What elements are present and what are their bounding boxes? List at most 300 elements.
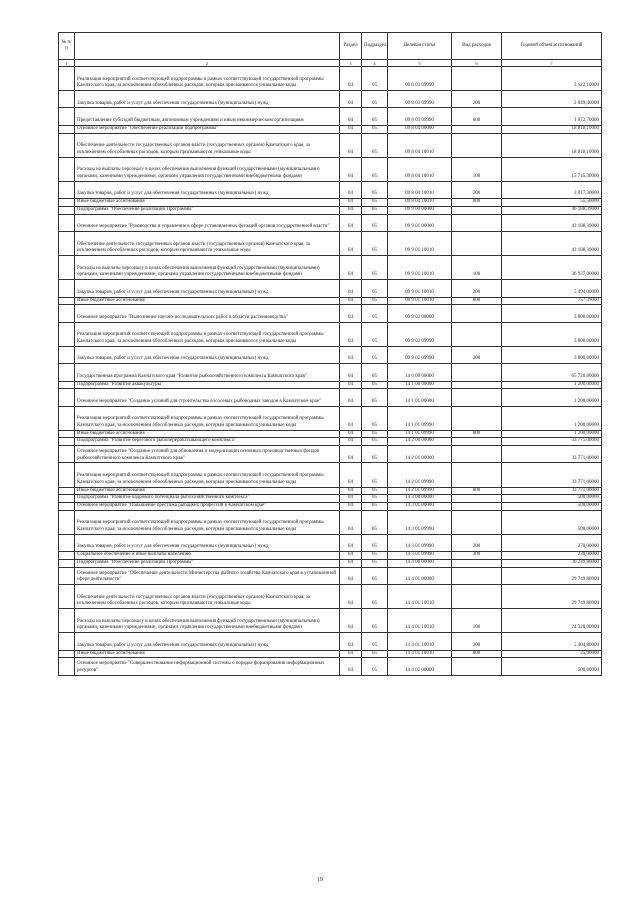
row-amount-cell: 36 937,00000 — [502, 256, 602, 280]
row-num-cell — [59, 495, 75, 503]
row-name-cell: Основное мероприятие "Выполнение научно-исследовательских работ в области растениеводства" — [75, 305, 340, 322]
row-target-cell: 09 8 04 10010 — [388, 181, 452, 198]
row-name-cell: Закупка товаров, работ и услуг для обеспечения государственных (муниципальных) нужд — [75, 633, 340, 650]
row-section-cell: 04 — [340, 389, 362, 406]
row-num-cell — [59, 510, 75, 534]
row-num-cell — [59, 322, 75, 346]
header-number: 5 — [388, 60, 452, 67]
row-name-cell: Основное мероприятие "Создание условий для обновления и модернизации основных производственных фондов рыбохозяйственного комплекса Камчатского края" — [75, 446, 340, 463]
row-amount-cell: 2 049,40000 — [502, 91, 602, 108]
row-amount-cell: 3 122,10000 — [502, 67, 602, 91]
table-row — [59, 463, 602, 487]
table-row — [59, 534, 602, 551]
header-num: № п/п — [59, 33, 75, 60]
row-section-cell: 04 — [340, 181, 362, 198]
row-name-cell: Обеспечение деятельности государственных органов власти (государственных органов) Камчатского края, за исключением обособленных расходов, которым присваиваются уникальные коды — [75, 584, 340, 608]
header-expense-type: Вид расходов — [452, 33, 502, 60]
row-target-cell: 14 4 00 00000 — [388, 559, 452, 567]
row-subsection-cell: 05 — [362, 559, 388, 567]
table-row — [59, 406, 602, 430]
table-row — [59, 206, 602, 214]
row-subsection-cell: 05 — [362, 552, 388, 560]
row-target-cell: 14 4 01 00000 — [388, 567, 452, 584]
row-type-cell — [452, 206, 502, 214]
row-target-cell: 14 4 01 10010 — [388, 633, 452, 650]
row-target-cell: 14 1 01 09990 — [388, 406, 452, 430]
row-section-cell: 04 — [340, 125, 362, 133]
row-subsection-cell: 05 — [362, 181, 388, 198]
row-amount-cell: 43 188,39000 — [502, 231, 602, 255]
row-num-cell — [59, 446, 75, 463]
row-amount-cell: 30 249,80000 — [502, 559, 602, 567]
row-subsection-cell: 05 — [362, 133, 388, 157]
row-subsection-cell: 05 — [362, 297, 388, 305]
row-target-cell: 14 4 01 10010 — [388, 650, 452, 658]
row-subsection-cell: 05 — [362, 567, 388, 584]
row-num-cell — [59, 633, 75, 650]
row-section-cell: 04 — [340, 199, 362, 207]
row-amount-cell: 757,39000 — [502, 297, 602, 305]
row-target-cell: 09 9 01 10010 — [388, 297, 452, 305]
row-num-cell — [59, 108, 75, 125]
row-name-cell: Основное мероприятие "Повышение престижа рыбацких профессий в Камчатском крае" — [75, 502, 340, 510]
row-name-cell: Иные бюджетные ассигнования — [75, 487, 340, 495]
row-target-cell: 14 3 00 00000 — [388, 495, 452, 503]
row-num-cell — [59, 406, 75, 430]
table-row — [59, 297, 602, 305]
row-name-cell: Основное мероприятие "Совершенствование информационной системы о порядке формирования информационных ресурсов" — [75, 658, 340, 675]
row-name-cell: Закупка товаров, работ и услуг для обеспечения государственных (муниципальных) нужд — [75, 91, 340, 108]
row-type-cell — [452, 584, 502, 608]
header-name — [75, 33, 340, 60]
row-name-cell: Подпрограмма "Обеспечение реализации Программы" — [75, 206, 340, 214]
row-num-cell — [59, 438, 75, 446]
row-amount-cell: 500,00000 — [502, 510, 602, 534]
row-section-cell: 04 — [340, 510, 362, 534]
row-target-cell: 09 8 03 09990 — [388, 67, 452, 91]
row-type-cell: 100 — [452, 256, 502, 280]
row-num-cell — [59, 487, 75, 495]
row-name-cell: Реализация мероприятий соответствующей подпрограммы в рамках соответствующей государственной программы Камчатского края, за исключением обособленных расходов, которым присваиваются уникальные коды — [75, 322, 340, 346]
row-name-cell: Реализация мероприятий соответствующей подпрограммы в рамках соответствующей государственной программы Камчатского края, за исключением обособленных расходов, которым присваиваются уникальные коды — [75, 510, 340, 534]
row-subsection-cell: 05 — [362, 430, 388, 438]
row-target-cell: 09 9 02 09990 — [388, 322, 452, 346]
row-num-cell — [59, 559, 75, 567]
table-row — [59, 381, 602, 389]
row-num-cell — [59, 381, 75, 389]
row-amount-cell: 15 745,30000 — [502, 157, 602, 181]
table-row — [59, 157, 602, 181]
row-type-cell — [452, 389, 502, 406]
row-section-cell: 04 — [340, 406, 362, 430]
row-section-cell: 04 — [340, 463, 362, 487]
table-row — [59, 256, 602, 280]
row-num-cell — [59, 206, 75, 214]
row-target-cell: 14 4 01 10010 — [388, 584, 452, 608]
row-subsection-cell: 05 — [362, 381, 388, 389]
row-section-cell: 04 — [340, 133, 362, 157]
row-name-cell: Иные бюджетные ассигнования — [75, 199, 340, 207]
row-num-cell — [59, 305, 75, 322]
row-name-cell: Реализация мероприятий соответствующей подпрограммы в рамках соответствующей государственной программы Камчатского края, за исключением обособленных расходов, которым присваиваются уникальные коды — [75, 67, 340, 91]
budget-sheet — [58, 32, 601, 676]
table-row — [59, 510, 602, 534]
page-number: 19 — [317, 877, 323, 883]
row-type-cell — [452, 364, 502, 381]
row-subsection-cell: 05 — [362, 67, 388, 91]
row-amount-cell: 5 494,00000 — [502, 280, 602, 297]
row-subsection-cell: 05 — [362, 658, 388, 675]
row-type-cell: 100 — [452, 157, 502, 181]
header-target: Целевая статья — [388, 33, 452, 60]
table-row — [59, 67, 602, 91]
row-name-cell: Обеспечение деятельности государственных органов власти (государственных органов) Камчатского края, за исключением обособленных расходов, которым присваиваются уникальные коды — [75, 231, 340, 255]
table-row — [59, 584, 602, 608]
row-num-cell — [59, 199, 75, 207]
row-type-cell — [452, 510, 502, 534]
row-target-cell: 14 0 00 00000 — [388, 364, 452, 381]
row-section-cell: 04 — [340, 650, 362, 658]
header-number: 6 — [452, 60, 502, 67]
row-name-cell: Расходы на выплаты персоналу в целях обеспечения выполнения функций государственными (муниципальными) органами, казенными учреждениями, органами управления государственными внебюджетными фондами — [75, 256, 340, 280]
row-amount-cell: 29 749,80000 — [502, 567, 602, 584]
table-row — [59, 487, 602, 495]
row-amount-cell: 500,00000 — [502, 658, 602, 675]
row-num-cell — [59, 534, 75, 551]
row-name-cell: Расходы на выплаты персоналу в целях обеспечения выполнения функций государственными (муниципальными) органами, казенными учреждениями, органами управления государственными внебюджетными фондами — [75, 609, 340, 633]
row-name-cell: Основное мероприятие "Руководство и управление в сфере установленных функций органов государственной власти" — [75, 214, 340, 231]
row-name-cell: Основное мероприятие "Обеспечение реализации подпрограммы" — [75, 125, 340, 133]
table-row — [59, 231, 602, 255]
budget-table — [58, 32, 602, 676]
row-amount-cell: 65 720,80000 — [502, 364, 602, 381]
row-section-cell: 04 — [340, 364, 362, 381]
row-target-cell: 14 1 01 09990 — [388, 430, 452, 438]
row-name-cell: Предоставление субсидий бюджетным, автономным учреждениям и иным некоммерческим организациям — [75, 108, 340, 125]
row-target-cell: 14 4 01 10010 — [388, 609, 452, 633]
row-section-cell: 04 — [340, 609, 362, 633]
row-target-cell: 14 2 01 00000 — [388, 446, 452, 463]
row-num-cell — [59, 125, 75, 133]
row-amount-cell: 18 818,10000 — [502, 125, 602, 133]
row-subsection-cell: 05 — [362, 346, 388, 363]
header-number: 2 — [75, 60, 340, 67]
table-row — [59, 305, 602, 322]
row-subsection-cell: 05 — [362, 534, 388, 551]
row-section-cell: 04 — [340, 381, 362, 389]
row-name-cell: Иные бюджетные ассигнования — [75, 297, 340, 305]
row-num-cell — [59, 181, 75, 198]
header-number: 3 — [340, 60, 362, 67]
row-type-cell: 200 — [452, 633, 502, 650]
row-type-cell: 200 — [452, 91, 502, 108]
row-subsection-cell: 05 — [362, 364, 388, 381]
row-num-cell — [59, 430, 75, 438]
row-amount-cell: 18 818,10000 — [502, 133, 602, 157]
row-target-cell: 09 9 01 00000 — [388, 214, 452, 231]
row-name-cell: Расходы на выплаты персоналу в целях обеспечения выполнения функций государственными (муниципальными) органами, казенными учреждениями, органами управления государственными внебюджетными фондами — [75, 157, 340, 181]
row-target-cell: 09 9 01 10010 — [388, 231, 452, 255]
row-amount-cell: 1 200,00000 — [502, 381, 602, 389]
header-amount: Годовой объем ассигнований — [502, 33, 602, 60]
header-section: Раздел — [340, 33, 362, 60]
row-type-cell — [452, 406, 502, 430]
row-subsection-cell: 05 — [362, 609, 388, 633]
row-type-cell — [452, 463, 502, 487]
table-row — [59, 438, 602, 446]
row-num-cell — [59, 567, 75, 584]
row-subsection-cell: 05 — [362, 206, 388, 214]
row-subsection-cell: 05 — [362, 446, 388, 463]
row-num-cell — [59, 389, 75, 406]
row-target-cell: 14 3 01 09990 — [388, 510, 452, 534]
table-row — [59, 181, 602, 198]
table-row — [59, 658, 602, 675]
row-type-cell — [452, 133, 502, 157]
row-num-cell — [59, 609, 75, 633]
table-row — [59, 430, 602, 438]
row-section-cell: 04 — [340, 214, 362, 231]
row-target-cell: 14 3 01 09990 — [388, 534, 452, 551]
row-num-cell — [59, 133, 75, 157]
table-row — [59, 552, 602, 560]
row-section-cell: 04 — [340, 438, 362, 446]
row-subsection-cell: 05 — [362, 406, 388, 430]
table-row — [59, 91, 602, 108]
table-row — [59, 389, 602, 406]
row-section-cell: 04 — [340, 297, 362, 305]
row-type-cell: 300 — [452, 552, 502, 560]
row-target-cell: 14 2 01 09990 — [388, 463, 452, 487]
row-section-cell: 04 — [340, 534, 362, 551]
row-amount-cell: 3 000,00000 — [502, 346, 602, 363]
table-row — [59, 650, 602, 658]
row-name-cell: Реализация мероприятий соответствующей подпрограммы в рамках соответствующей государственной программы Камчатского края, за исключением обособленных расходов, которым присваиваются уникальные коды — [75, 463, 340, 487]
row-type-cell — [452, 658, 502, 675]
row-subsection-cell: 05 — [362, 280, 388, 297]
row-subsection-cell: 05 — [362, 463, 388, 487]
row-type-cell: 200 — [452, 280, 502, 297]
row-section-cell: 04 — [340, 108, 362, 125]
row-type-cell — [452, 502, 502, 510]
row-subsection-cell: 05 — [362, 125, 388, 133]
table-row — [59, 125, 602, 133]
row-type-cell: 200 — [452, 181, 502, 198]
row-name-cell: Подпрограмма "Развитие кадрового потенциала рыбохозяйственного комплекса" — [75, 495, 340, 503]
row-type-cell — [452, 446, 502, 463]
header-number: 7 — [502, 60, 602, 67]
row-amount-cell: 46 188,39000 — [502, 206, 602, 214]
table-row — [59, 280, 602, 297]
row-type-cell — [452, 231, 502, 255]
row-section-cell: 04 — [340, 487, 362, 495]
row-name-cell: Иные бюджетные ассигнования — [75, 430, 340, 438]
row-amount-cell: 5 404,80000 — [502, 633, 602, 650]
row-num-cell — [59, 91, 75, 108]
table-row — [59, 502, 602, 510]
row-num-cell — [59, 463, 75, 487]
row-type-cell — [452, 322, 502, 346]
row-amount-cell: 3 017,30000 — [502, 181, 602, 198]
row-num-cell — [59, 364, 75, 381]
header-subsection: Подраздел — [362, 33, 388, 60]
row-amount-cell: 3 000,00000 — [502, 305, 602, 322]
row-target-cell: 09 9 01 10010 — [388, 256, 452, 280]
row-num-cell — [59, 157, 75, 181]
row-num-cell — [59, 256, 75, 280]
row-target-cell: 09 8 03 09990 — [388, 108, 452, 125]
row-subsection-cell: 05 — [362, 91, 388, 108]
row-name-cell: Подпрограмма "Обеспечение реализации Программы" — [75, 559, 340, 567]
table-row — [59, 559, 602, 567]
row-name-cell: Закупка товаров, работ и услуг для обеспечения государственных (муниципальных) нужд — [75, 280, 340, 297]
header-number: 1 — [59, 60, 75, 67]
row-section-cell: 04 — [340, 206, 362, 214]
row-subsection-cell: 05 — [362, 502, 388, 510]
row-target-cell: 09 9 02 00000 — [388, 305, 452, 322]
row-name-cell: Реализация мероприятий соответствующей подпрограммы в рамках соответствующей государственной программы Камчатского края, за исключением обособленных расходов, которым присваиваются уникальные коды — [75, 406, 340, 430]
row-num-cell — [59, 650, 75, 658]
table-row — [59, 199, 602, 207]
row-target-cell: 09 8 04 10010 — [388, 157, 452, 181]
row-amount-cell: 500,00000 — [502, 495, 602, 503]
header-number: 4 — [362, 60, 388, 67]
row-name-cell: Закупка товаров, работ и услуг для обеспечения государственных (муниципальных) нужд — [75, 534, 340, 551]
row-subsection-cell: 05 — [362, 214, 388, 231]
row-section-cell: 04 — [340, 502, 362, 510]
row-amount-cell: 43 188,39000 — [502, 214, 602, 231]
row-type-cell — [452, 214, 502, 231]
row-type-cell — [452, 559, 502, 567]
table-row — [59, 609, 602, 633]
row-amount-cell: 230,00000 — [502, 552, 602, 560]
row-type-cell — [452, 125, 502, 133]
row-target-cell: 09 9 00 00000 — [388, 206, 452, 214]
row-amount-cell: 33 771,00000 — [502, 487, 602, 495]
row-type-cell: 200 — [452, 346, 502, 363]
row-type-cell: 800 — [452, 199, 502, 207]
row-subsection-cell: 05 — [362, 108, 388, 125]
row-amount-cell: 55,50000 — [502, 199, 602, 207]
row-name-cell: Подпрограмма "Развитие аквакультуры" — [75, 381, 340, 389]
row-num-cell — [59, 67, 75, 91]
row-target-cell: 14 1 00 00000 — [388, 381, 452, 389]
row-section-cell: 04 — [340, 322, 362, 346]
row-type-cell — [452, 381, 502, 389]
row-name-cell: Основное мероприятие "Обеспечение деятельности Министерства рыбного хозяйства Камчатского края в установленной сфере деятельности" — [75, 567, 340, 584]
row-subsection-cell: 05 — [362, 438, 388, 446]
row-section-cell: 04 — [340, 658, 362, 675]
row-type-cell: 100 — [452, 609, 502, 633]
row-type-cell: 800 — [452, 297, 502, 305]
row-type-cell: 800 — [452, 487, 502, 495]
row-name-cell: Основное мероприятие "Создание условий для строительства лососевых рыбоводных заводов в Камчатском крае" — [75, 389, 340, 406]
table-row — [59, 133, 602, 157]
row-num-cell — [59, 502, 75, 510]
row-section-cell: 04 — [340, 346, 362, 363]
row-amount-cell: 1 200,00000 — [502, 389, 602, 406]
row-amount-cell: 24 320,00000 — [502, 609, 602, 633]
row-target-cell: 14 2 01 09990 — [388, 487, 452, 495]
row-subsection-cell: 05 — [362, 584, 388, 608]
header-row — [59, 33, 602, 60]
row-name-cell: Государственная программа Камчатского края "Развитие рыбохозяйственного комплекса Камчатского края" — [75, 364, 340, 381]
row-type-cell — [452, 438, 502, 446]
row-name-cell: Иные бюджетные ассигнования — [75, 650, 340, 658]
row-num-cell — [59, 658, 75, 675]
row-subsection-cell: 05 — [362, 633, 388, 650]
row-target-cell: 09 9 01 10010 — [388, 280, 452, 297]
row-target-cell: 14 3 01 09990 — [388, 552, 452, 560]
table-row — [59, 446, 602, 463]
row-section-cell: 04 — [340, 584, 362, 608]
row-subsection-cell: 05 — [362, 199, 388, 207]
row-subsection-cell: 05 — [362, 256, 388, 280]
row-name-cell: Социальное обеспечение и иные выплаты населению — [75, 552, 340, 560]
row-target-cell: 09 8 04 10010 — [388, 199, 452, 207]
row-target-cell: 14 1 01 00000 — [388, 389, 452, 406]
row-num-cell — [59, 297, 75, 305]
row-target-cell: 09 8 03 09990 — [388, 91, 452, 108]
header-number-row — [59, 60, 602, 67]
row-type-cell — [452, 67, 502, 91]
row-section-cell: 04 — [340, 567, 362, 584]
row-target-cell: 09 8 04 10010 — [388, 133, 452, 157]
row-amount-cell: 270,00000 — [502, 534, 602, 551]
row-section-cell: 04 — [340, 67, 362, 91]
row-type-cell — [452, 495, 502, 503]
row-num-cell — [59, 552, 75, 560]
row-amount-cell: 33 771,00000 — [502, 463, 602, 487]
row-num-cell — [59, 584, 75, 608]
row-type-cell: 200 — [452, 534, 502, 551]
row-amount-cell: 500,00000 — [502, 502, 602, 510]
row-amount-cell: 1 200,00000 — [502, 430, 602, 438]
row-section-cell: 04 — [340, 305, 362, 322]
row-num-cell — [59, 346, 75, 363]
row-target-cell: 09 9 02 09990 — [388, 346, 452, 363]
table-row — [59, 495, 602, 503]
row-section-cell: 04 — [340, 256, 362, 280]
row-amount-cell: 1 200,00000 — [502, 406, 602, 430]
row-type-cell: 800 — [452, 650, 502, 658]
table-row — [59, 214, 602, 231]
row-section-cell: 04 — [340, 633, 362, 650]
row-subsection-cell: 05 — [362, 157, 388, 181]
row-section-cell: 04 — [340, 231, 362, 255]
row-subsection-cell: 05 — [362, 231, 388, 255]
row-amount-cell: 29 749,80000 — [502, 584, 602, 608]
row-num-cell — [59, 280, 75, 297]
row-name-cell: Обеспечение деятельности государственных органов власти (государственных органов) Камчатского края, за исключением обособленных расходов, которым присваиваются уникальные коды — [75, 133, 340, 157]
row-amount-cell: 3 000,00000 — [502, 322, 602, 346]
row-section-cell: 04 — [340, 552, 362, 560]
row-type-cell: 600 — [452, 108, 502, 125]
row-target-cell: 14 2 00 00000 — [388, 438, 452, 446]
row-num-cell — [59, 231, 75, 255]
row-target-cell: 09 8 04 00000 — [388, 125, 452, 133]
row-section-cell: 04 — [340, 559, 362, 567]
row-subsection-cell: 05 — [362, 305, 388, 322]
row-section-cell: 04 — [340, 91, 362, 108]
row-name-cell: Закупка товаров, работ и услуг для обеспечения государственных (муниципальных) нужд — [75, 181, 340, 198]
row-subsection-cell: 05 — [362, 650, 388, 658]
row-section-cell: 04 — [340, 430, 362, 438]
row-type-cell — [452, 567, 502, 584]
row-amount-cell: 1 072,70000 — [502, 108, 602, 125]
row-subsection-cell: 05 — [362, 510, 388, 534]
table-row — [59, 346, 602, 363]
